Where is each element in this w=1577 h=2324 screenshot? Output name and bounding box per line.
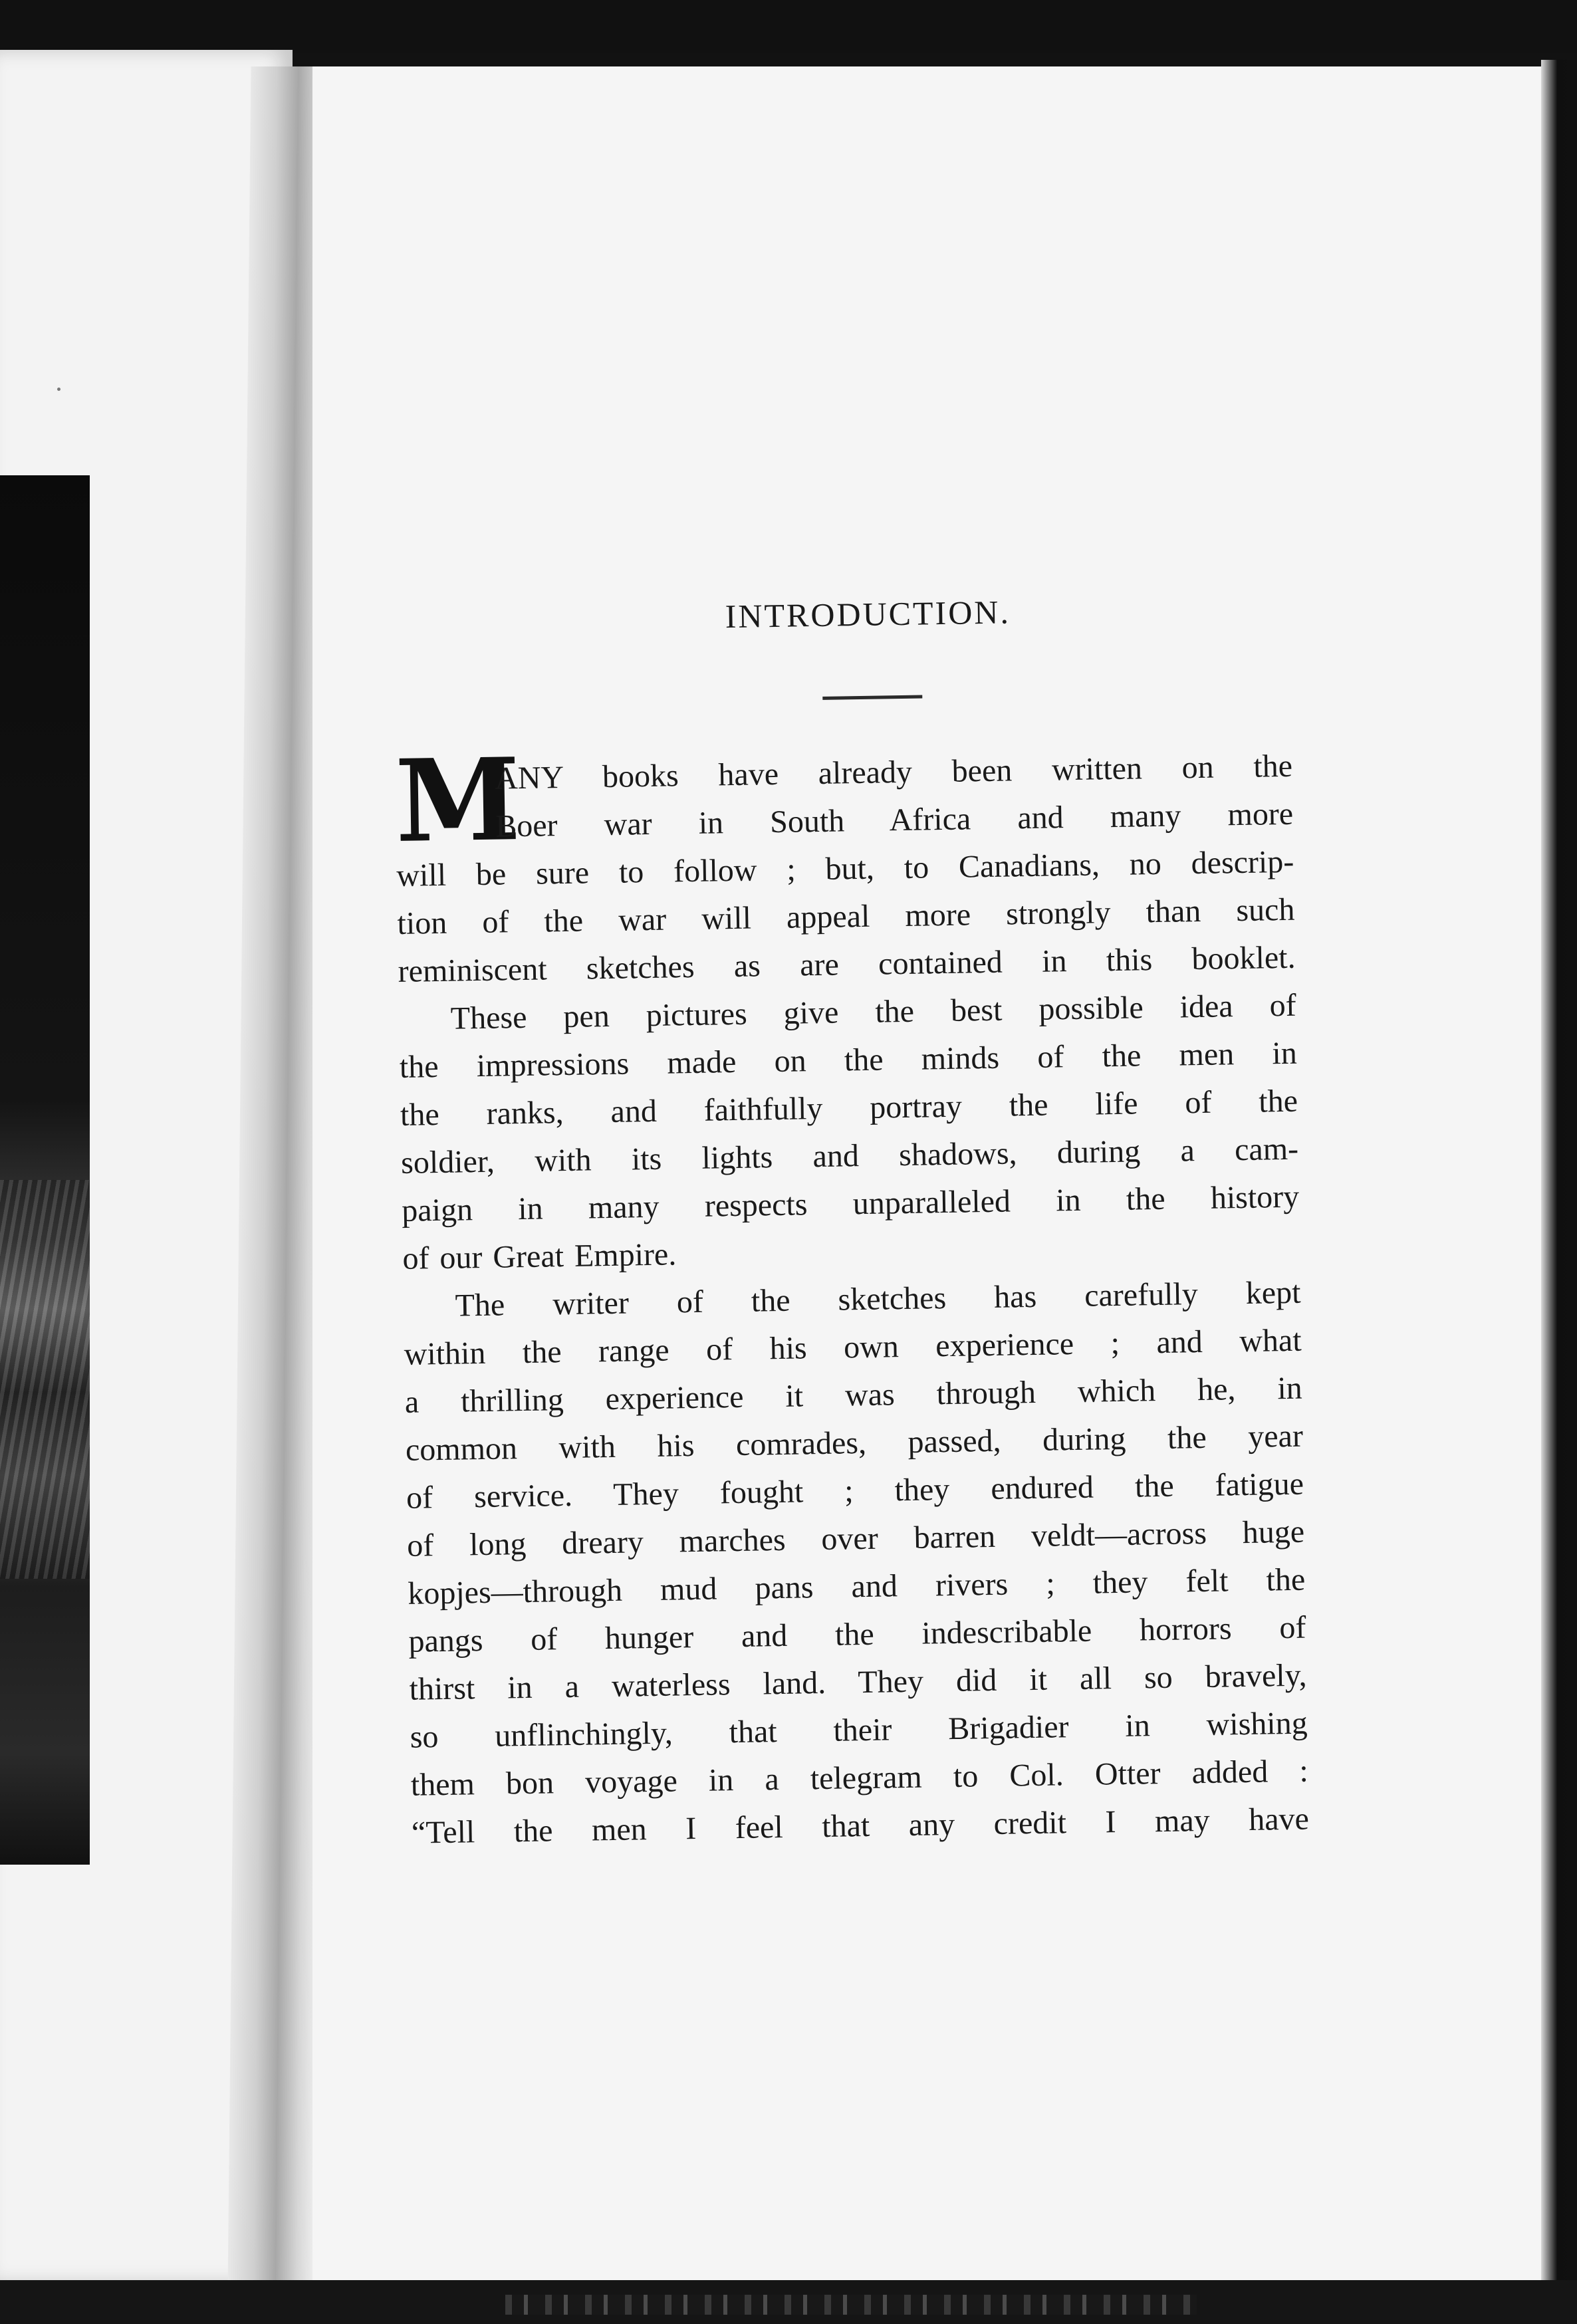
page-speck bbox=[57, 388, 61, 391]
bottom-edge-marks bbox=[505, 2295, 1197, 2315]
text-line: will be sure to follow ; but, to Canadians, no descrip- bbox=[396, 844, 1294, 893]
text-line: soldier, with its lights and shadows, during a cam- bbox=[400, 1131, 1299, 1181]
text-line: so unflinchingly, that their Brigadier in wishing bbox=[410, 1705, 1308, 1755]
text-line: kopjes—through mud pans and rivers ; they felt the bbox=[407, 1562, 1306, 1611]
text-line: reminiscent sketches as are contained in this booklet. bbox=[398, 939, 1296, 989]
text-line: tion of the war will appeal more strongly than such bbox=[397, 891, 1295, 941]
text-line: The writer of the sketches has carefully kept bbox=[455, 1274, 1301, 1324]
text-line: “Tell the men I feel that any credit I may have bbox=[411, 1801, 1310, 1851]
drop-cap-letter: M bbox=[394, 733, 519, 868]
text-line: Boer war in South Africa and many more bbox=[495, 796, 1294, 844]
text-line: them bon voyage in a telegram to Col. Otter added : bbox=[410, 1753, 1309, 1803]
text-line: of our Great Empire. bbox=[402, 1236, 677, 1276]
paragraph-2 bbox=[398, 982, 1300, 1283]
paragraph-1 bbox=[395, 743, 1296, 996]
page-heading: INTRODUCTION. bbox=[725, 593, 1011, 636]
text-line: within the range of his own experience ; and what bbox=[404, 1322, 1302, 1372]
text-line: These pen pictures give the best possible idea of bbox=[450, 987, 1297, 1036]
text-line: of service. They fought ; they endured the fatigue bbox=[406, 1466, 1304, 1516]
scanner-border-top bbox=[0, 0, 1577, 53]
text-line: pangs of hunger and the indescribable horrors of bbox=[408, 1609, 1306, 1659]
text-line: of long dreary marches over barren veldt—across huge bbox=[406, 1514, 1305, 1564]
facing-page-photograph bbox=[0, 475, 90, 1865]
text-line: common with his comrades, passed, during the year bbox=[405, 1418, 1304, 1468]
paragraph-3 bbox=[403, 1269, 1309, 1857]
text-line: ANY books have already been written on the bbox=[494, 748, 1293, 796]
text-line: the impressions made on the minds of the men in bbox=[399, 1035, 1298, 1085]
text-line: thirst in a waterless land. They did it all so bravely, bbox=[409, 1657, 1307, 1707]
text-line: the ranks, and faithfully portray the life of the bbox=[400, 1083, 1298, 1133]
page-edge-right bbox=[1541, 60, 1577, 2293]
text-line: paign in many respects unparalleled in the history bbox=[401, 1179, 1300, 1228]
text-line: a thrilling experience it was through which he, in bbox=[404, 1370, 1303, 1420]
